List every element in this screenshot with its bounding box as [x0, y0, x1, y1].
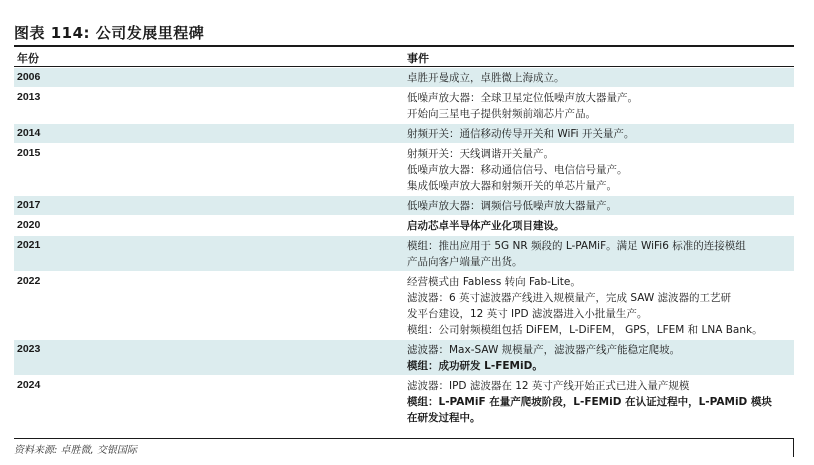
table-row [14, 124, 794, 144]
event-line: 滤波器：6 英寸滤波器产线进入规模量产，完成 SAW 滤波器的工艺研 [407, 292, 732, 304]
event-line: 滤波器：IPD 滤波器在 12 英寸产线开始正式已进入量产规模 [407, 380, 690, 392]
event-line: 经营模式由 Fabless 转向 Fab-Lite。 [407, 276, 581, 288]
event-line: 在研发过程中。 [407, 412, 481, 424]
row-events [407, 342, 792, 374]
table-row [14, 340, 794, 376]
row-events [407, 238, 792, 270]
row-year: 2017 [17, 199, 41, 211]
event-line: 模组：L-PAMiF 在量产爬坡阶段，L-FEMiD 在认证过程中，L-PAMiD 模块 [407, 396, 772, 408]
top-rule [14, 45, 794, 47]
event-line: 模组：推出应用于 5G NR 频段的 L-PAMiF。满足 WiFi6 标准的连接模组 [407, 240, 746, 252]
row-year: 2013 [17, 91, 41, 103]
table-row [14, 376, 794, 428]
figure-title: 图表 114: 公司发展里程碑 [14, 24, 205, 42]
event-line: 射频开关：天线调谐开关量产。 [407, 148, 554, 160]
bottom-rule [14, 438, 794, 439]
table-row [14, 196, 794, 216]
row-events [407, 146, 792, 194]
row-year: 2022 [17, 275, 41, 287]
source-note: 资料来源: 卓胜微, 交银国际 [14, 445, 137, 456]
event-line: 集成低噪声放大器和射频开关的单芯片量产。 [407, 180, 617, 192]
table-row [14, 272, 794, 340]
event-line: 发平台建设，12 英寸 IPD 滤波器进入小批量生产。 [407, 308, 648, 320]
row-year: 2024 [17, 379, 41, 391]
event-line: 低噪声放大器：调频信号低噪声放大器量产。 [407, 200, 617, 212]
table-row [14, 216, 794, 236]
row-year: 2014 [17, 127, 41, 139]
event-line: 模组：成功研发 L-FEMiD。 [407, 360, 543, 372]
right-edge-rule [793, 438, 794, 457]
row-year: 2015 [17, 147, 41, 159]
header-rule [14, 66, 794, 67]
row-year: 2020 [17, 219, 41, 231]
event-line: 启动芯卓半导体产业化项目建设。 [407, 220, 565, 232]
header-year: 年份 [17, 52, 39, 65]
row-events [407, 126, 792, 142]
table-row [14, 236, 794, 272]
row-events [407, 218, 792, 234]
row-events [407, 90, 792, 122]
row-events [407, 378, 792, 426]
row-events [407, 70, 792, 86]
row-events [407, 274, 792, 338]
event-line: 低噪声放大器：全球卫星定位低噪声放大器量产。 [407, 92, 638, 104]
event-line: 开始向三星电子提供射频前端芯片产品。 [407, 108, 596, 120]
row-year: 2021 [17, 239, 41, 251]
row-events [407, 198, 792, 214]
event-line: 低噪声放大器：移动通信信号、电信信号量产。 [407, 164, 628, 176]
event-line: 滤波器：Max-SAW 规模量产，滤波器产线产能稳定爬坡。 [407, 344, 681, 356]
table-header [14, 48, 794, 66]
milestone-table-body [14, 68, 794, 428]
event-line: 射频开关：通信移动传导开关和 WiFi 开关量产。 [407, 128, 635, 140]
table-row [14, 88, 794, 124]
row-year: 2006 [17, 71, 41, 83]
event-line: 卓胜开曼成立，卓胜微上海成立。 [407, 72, 565, 84]
row-year: 2023 [17, 343, 41, 355]
header-event: 事件 [407, 52, 429, 65]
event-line: 产品向客户端量产出货。 [407, 256, 523, 268]
table-row [14, 144, 794, 196]
event-line: 模组：公司射频模组包括 DiFEM，L-DiFEM， GPS，LFEM 和 LNA Bank。 [407, 324, 763, 336]
table-row [14, 68, 794, 88]
